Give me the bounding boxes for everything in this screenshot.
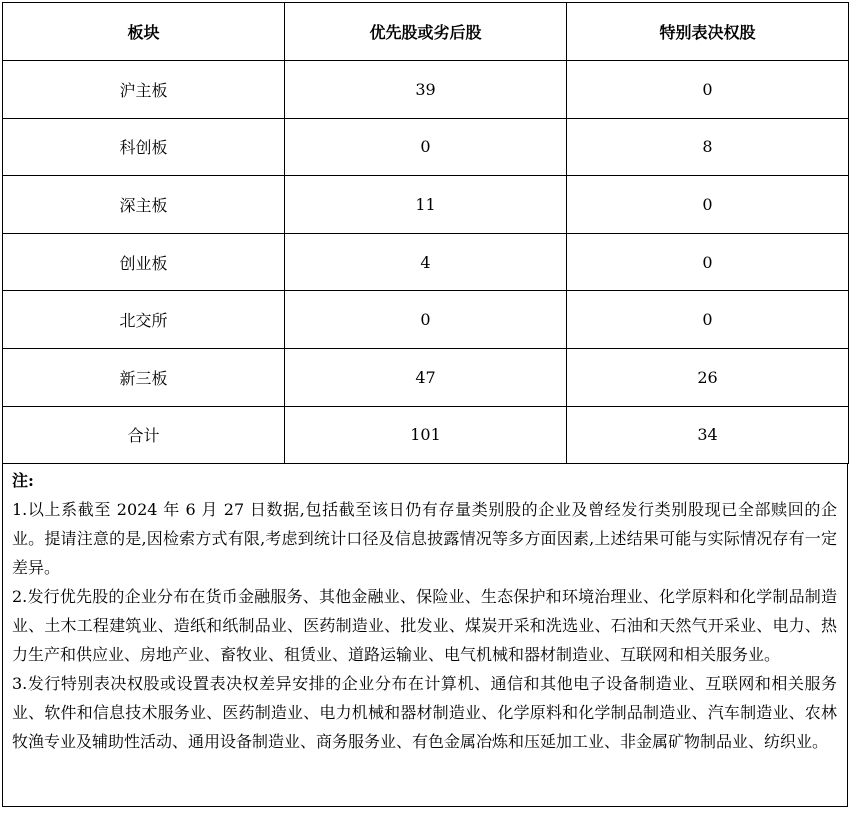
cell-special-voting: 0	[567, 233, 849, 291]
table-header-row	[3, 3, 849, 61]
cell-special-voting: 0	[567, 61, 849, 119]
cell-preferred: 0	[285, 291, 567, 349]
cell-preferred: 101	[285, 406, 567, 464]
cell-preferred: 0	[285, 118, 567, 176]
notes-title: 注:	[12, 471, 34, 490]
note-item-3: 3.发行特别表决权股或设置表决权差异安排的企业分布在计算机、通信和其他电子设备制造业、互联网和相关服务业、软件和信息技术服务业、医药制造业、电力机械和器材制造业、化学原料和化学制品制造业、汽车制造业、农林牧渔专业及辅助性活动、通用设备制造业、商务服务业、有色金属冶炼和压延加工业、非金属矿物制品业、纺织业。	[12, 674, 837, 751]
table-total-row	[3, 406, 849, 464]
cell-preferred: 47	[285, 348, 567, 406]
header-preferred-shares: 优先股或劣后股	[285, 3, 567, 61]
table-row	[3, 61, 849, 119]
cell-board: 深主板	[3, 176, 285, 234]
note-item-1: 1.以上系截至 2024 年 6 月 27 日数据,包括截至该日仍有存量类别股的企业及曾经发行类别股现已全部赎回的企业。提请注意的是,因检索方式有限,考虑到统计口径及信息披露情况等多方面因素,上述结果可能与实际情况存有一定差异。	[12, 500, 837, 577]
cell-board: 合计	[3, 406, 285, 464]
cell-special-voting: 34	[567, 406, 849, 464]
cell-special-voting: 8	[567, 118, 849, 176]
table-row	[3, 348, 849, 406]
header-special-voting-shares: 特别表决权股	[567, 3, 849, 61]
cell-board: 北交所	[3, 291, 285, 349]
note-item-2: 2.发行优先股的企业分布在货币金融服务、其他金融业、保险业、生态保护和环境治理业、化学原料和化学制品制造业、土木工程建筑业、造纸和纸制品业、医药制造业、批发业、煤炭开采和洗选业、石油和天然气开采业、电力、热力生产和供应业、房地产业、畜牧业、租赁业、道路运输业、电气机械和器材制造业、互联网和相关服务业。	[12, 587, 837, 664]
cell-board: 科创板	[3, 118, 285, 176]
table-row	[3, 233, 849, 291]
header-board: 板块	[3, 3, 285, 61]
table-row	[3, 118, 849, 176]
cell-special-voting: 0	[567, 291, 849, 349]
class-share-table	[2, 2, 849, 464]
cell-special-voting: 26	[567, 348, 849, 406]
cell-preferred: 4	[285, 233, 567, 291]
notes-section	[2, 463, 848, 807]
cell-board: 创业板	[3, 233, 285, 291]
cell-preferred: 39	[285, 61, 567, 119]
cell-special-voting: 0	[567, 176, 849, 234]
cell-preferred: 11	[285, 176, 567, 234]
table-row	[3, 291, 849, 349]
cell-board: 沪主板	[3, 61, 285, 119]
cell-board: 新三板	[3, 348, 285, 406]
table-row	[3, 176, 849, 234]
